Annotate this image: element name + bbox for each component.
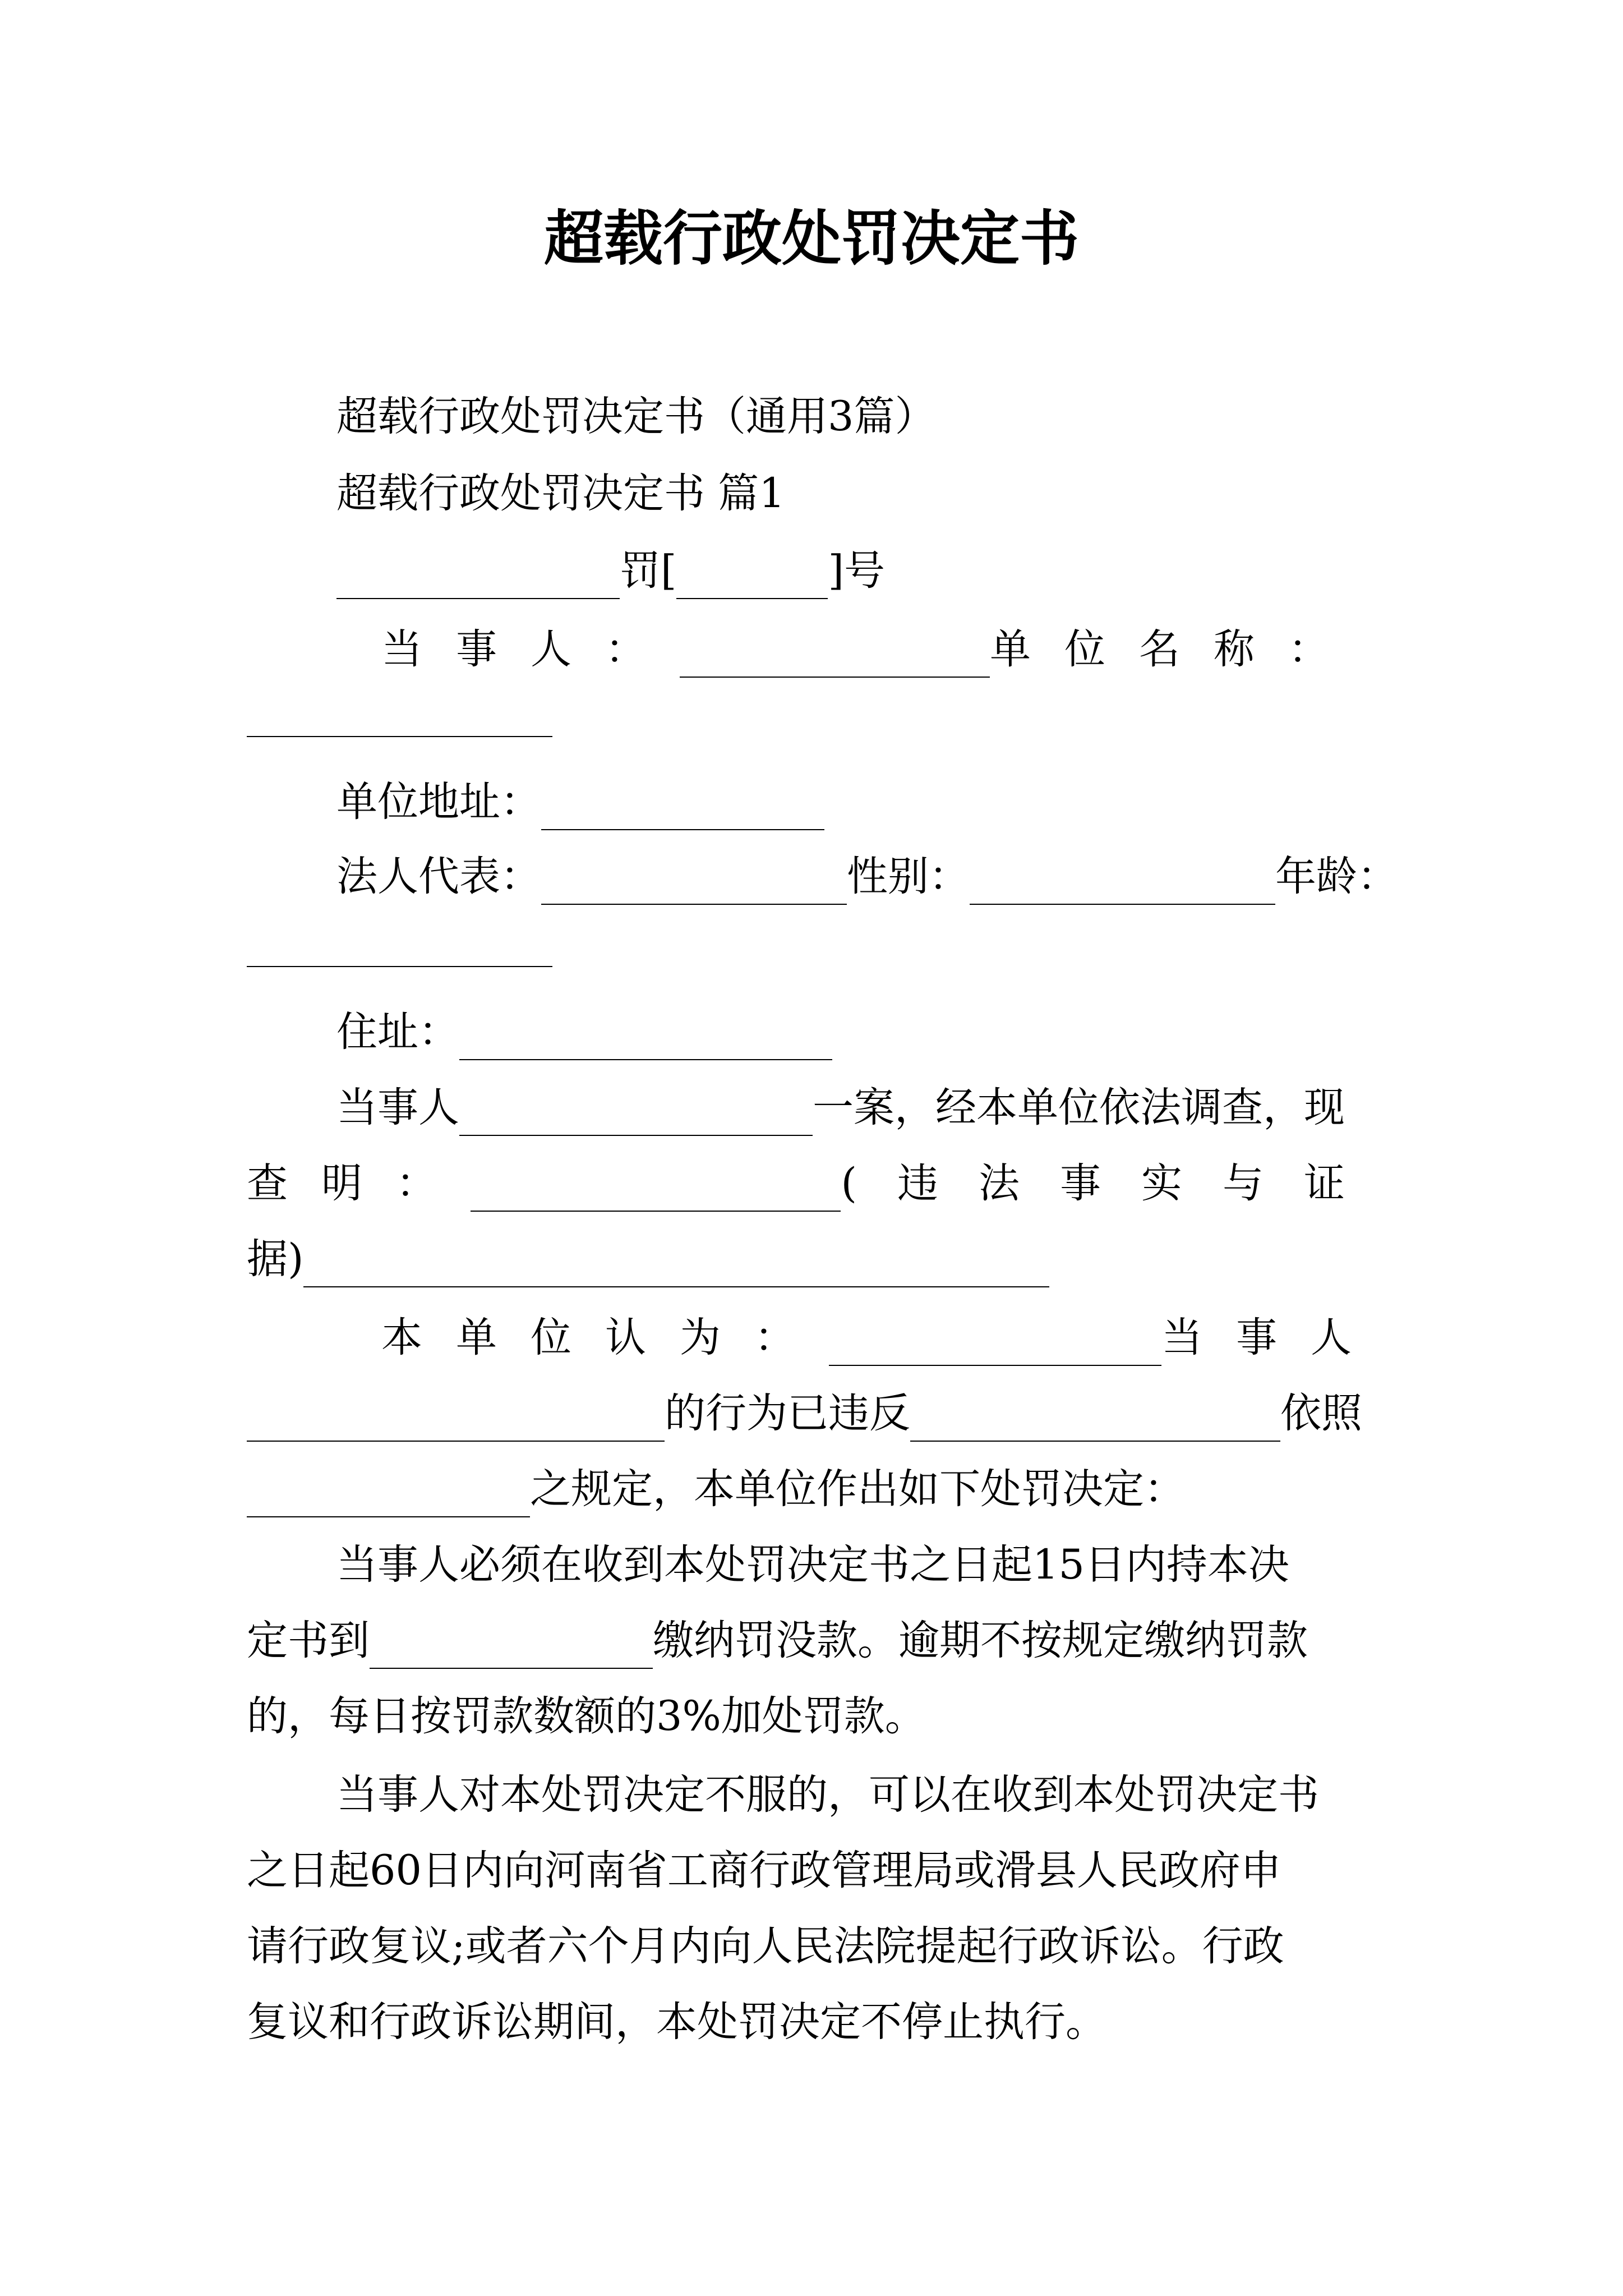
case-number-blank[interactable] [676,558,828,599]
appeal-line-3: 请行政复议;或者六个月内向人民法院提起行政诉讼。行政 [247,1922,1284,1970]
legal-rep-line [336,849,1398,905]
address-blank[interactable] [459,1019,832,1060]
case-text: 一案，经本单位依法调查，现 [813,1084,1345,1131]
law-blank[interactable] [910,1400,1280,1442]
payment-suffix: 缴纳罚没款。逾期不按规定缴纳罚款 [653,1617,1308,1664]
decision-text: 之规定，本单位作出如下处罚决定： [530,1465,1185,1513]
legal-rep-label: 法人代表： [336,853,541,900]
investigation-line-3 [247,1231,1049,1287]
gender-label: 性别： [847,853,970,900]
unit-address-blank[interactable] [541,789,824,830]
penalty-mark: 罚[ [620,547,677,595]
payment-prefix: 定书到 [247,1617,370,1664]
appeal-line-4: 复议和行政诉讼期间，本处罚决定不停止执行。 [247,1998,1106,2046]
legal-rep-blank[interactable] [541,863,847,905]
party-prefix: 当事人 [336,1084,459,1131]
found-label: 查明： [247,1159,471,1207]
age-line [247,926,552,967]
unit-name-line [247,696,552,737]
payment-line-3: 的，每日按罚款数额的3%加处罚款。 [247,1692,926,1740]
evidence-end: 据) [247,1235,304,1283]
address-line [336,1004,832,1060]
unit-address-label: 单位地址： [336,778,541,826]
opinion-line-3 [247,1461,1185,1517]
opinion-line-1 [381,1310,1385,1366]
unit-name-label: 单位名称： [990,625,1363,673]
investigation-line-1 [336,1080,1345,1136]
party-blank[interactable] [680,636,990,678]
party-line [381,622,1363,678]
article-heading: 超载行政处罚决定书 篇1 [336,470,785,517]
party-label: 当事人： [381,625,680,673]
issuer-blank[interactable] [336,558,620,599]
payment-line-1: 当事人必须在收到本处罚决定书之日起15日内持本决 [336,1541,1289,1589]
payment-place-blank[interactable] [370,1627,653,1669]
case-blank[interactable] [459,1094,813,1136]
appeal-line-2: 之日起60日内向河南省工商行政管理局或滑县人民政府申 [247,1847,1281,1894]
evidence-blank[interactable] [303,1246,1049,1287]
party-name-blank[interactable] [247,1400,665,1442]
case-number-line [336,543,885,599]
investigation-line-2 [247,1156,1385,1212]
violated-text: 的行为已违反 [665,1389,910,1437]
document-title: 超载行政处罚决定书 [544,203,1079,273]
unit-believes: 本单位认为： [381,1314,829,1361]
payment-line-2 [247,1613,1308,1669]
according-text: 依照 [1280,1389,1362,1437]
number-suffix: ]号 [828,547,885,595]
age-label: 年龄： [1275,853,1398,900]
found-blank[interactable] [471,1170,841,1212]
party-suffix: 当事人 [1161,1314,1385,1361]
facts-text: (违法事实与证 [841,1159,1385,1207]
appeal-line-1: 当事人对本处罚决定不服的，可以在收到本处罚决定书 [336,1771,1319,1819]
address-label: 住址： [336,1008,459,1056]
unit-name-blank[interactable] [247,696,552,737]
opinion-blank[interactable] [829,1324,1161,1366]
regulation-blank[interactable] [247,1476,530,1517]
age-blank[interactable] [247,926,552,967]
gender-blank[interactable] [970,863,1275,905]
opinion-line-2 [247,1386,1362,1442]
document-subtitle: 超载行政处罚决定书（通用3篇） [336,393,936,440]
unit-address-line [336,774,824,830]
